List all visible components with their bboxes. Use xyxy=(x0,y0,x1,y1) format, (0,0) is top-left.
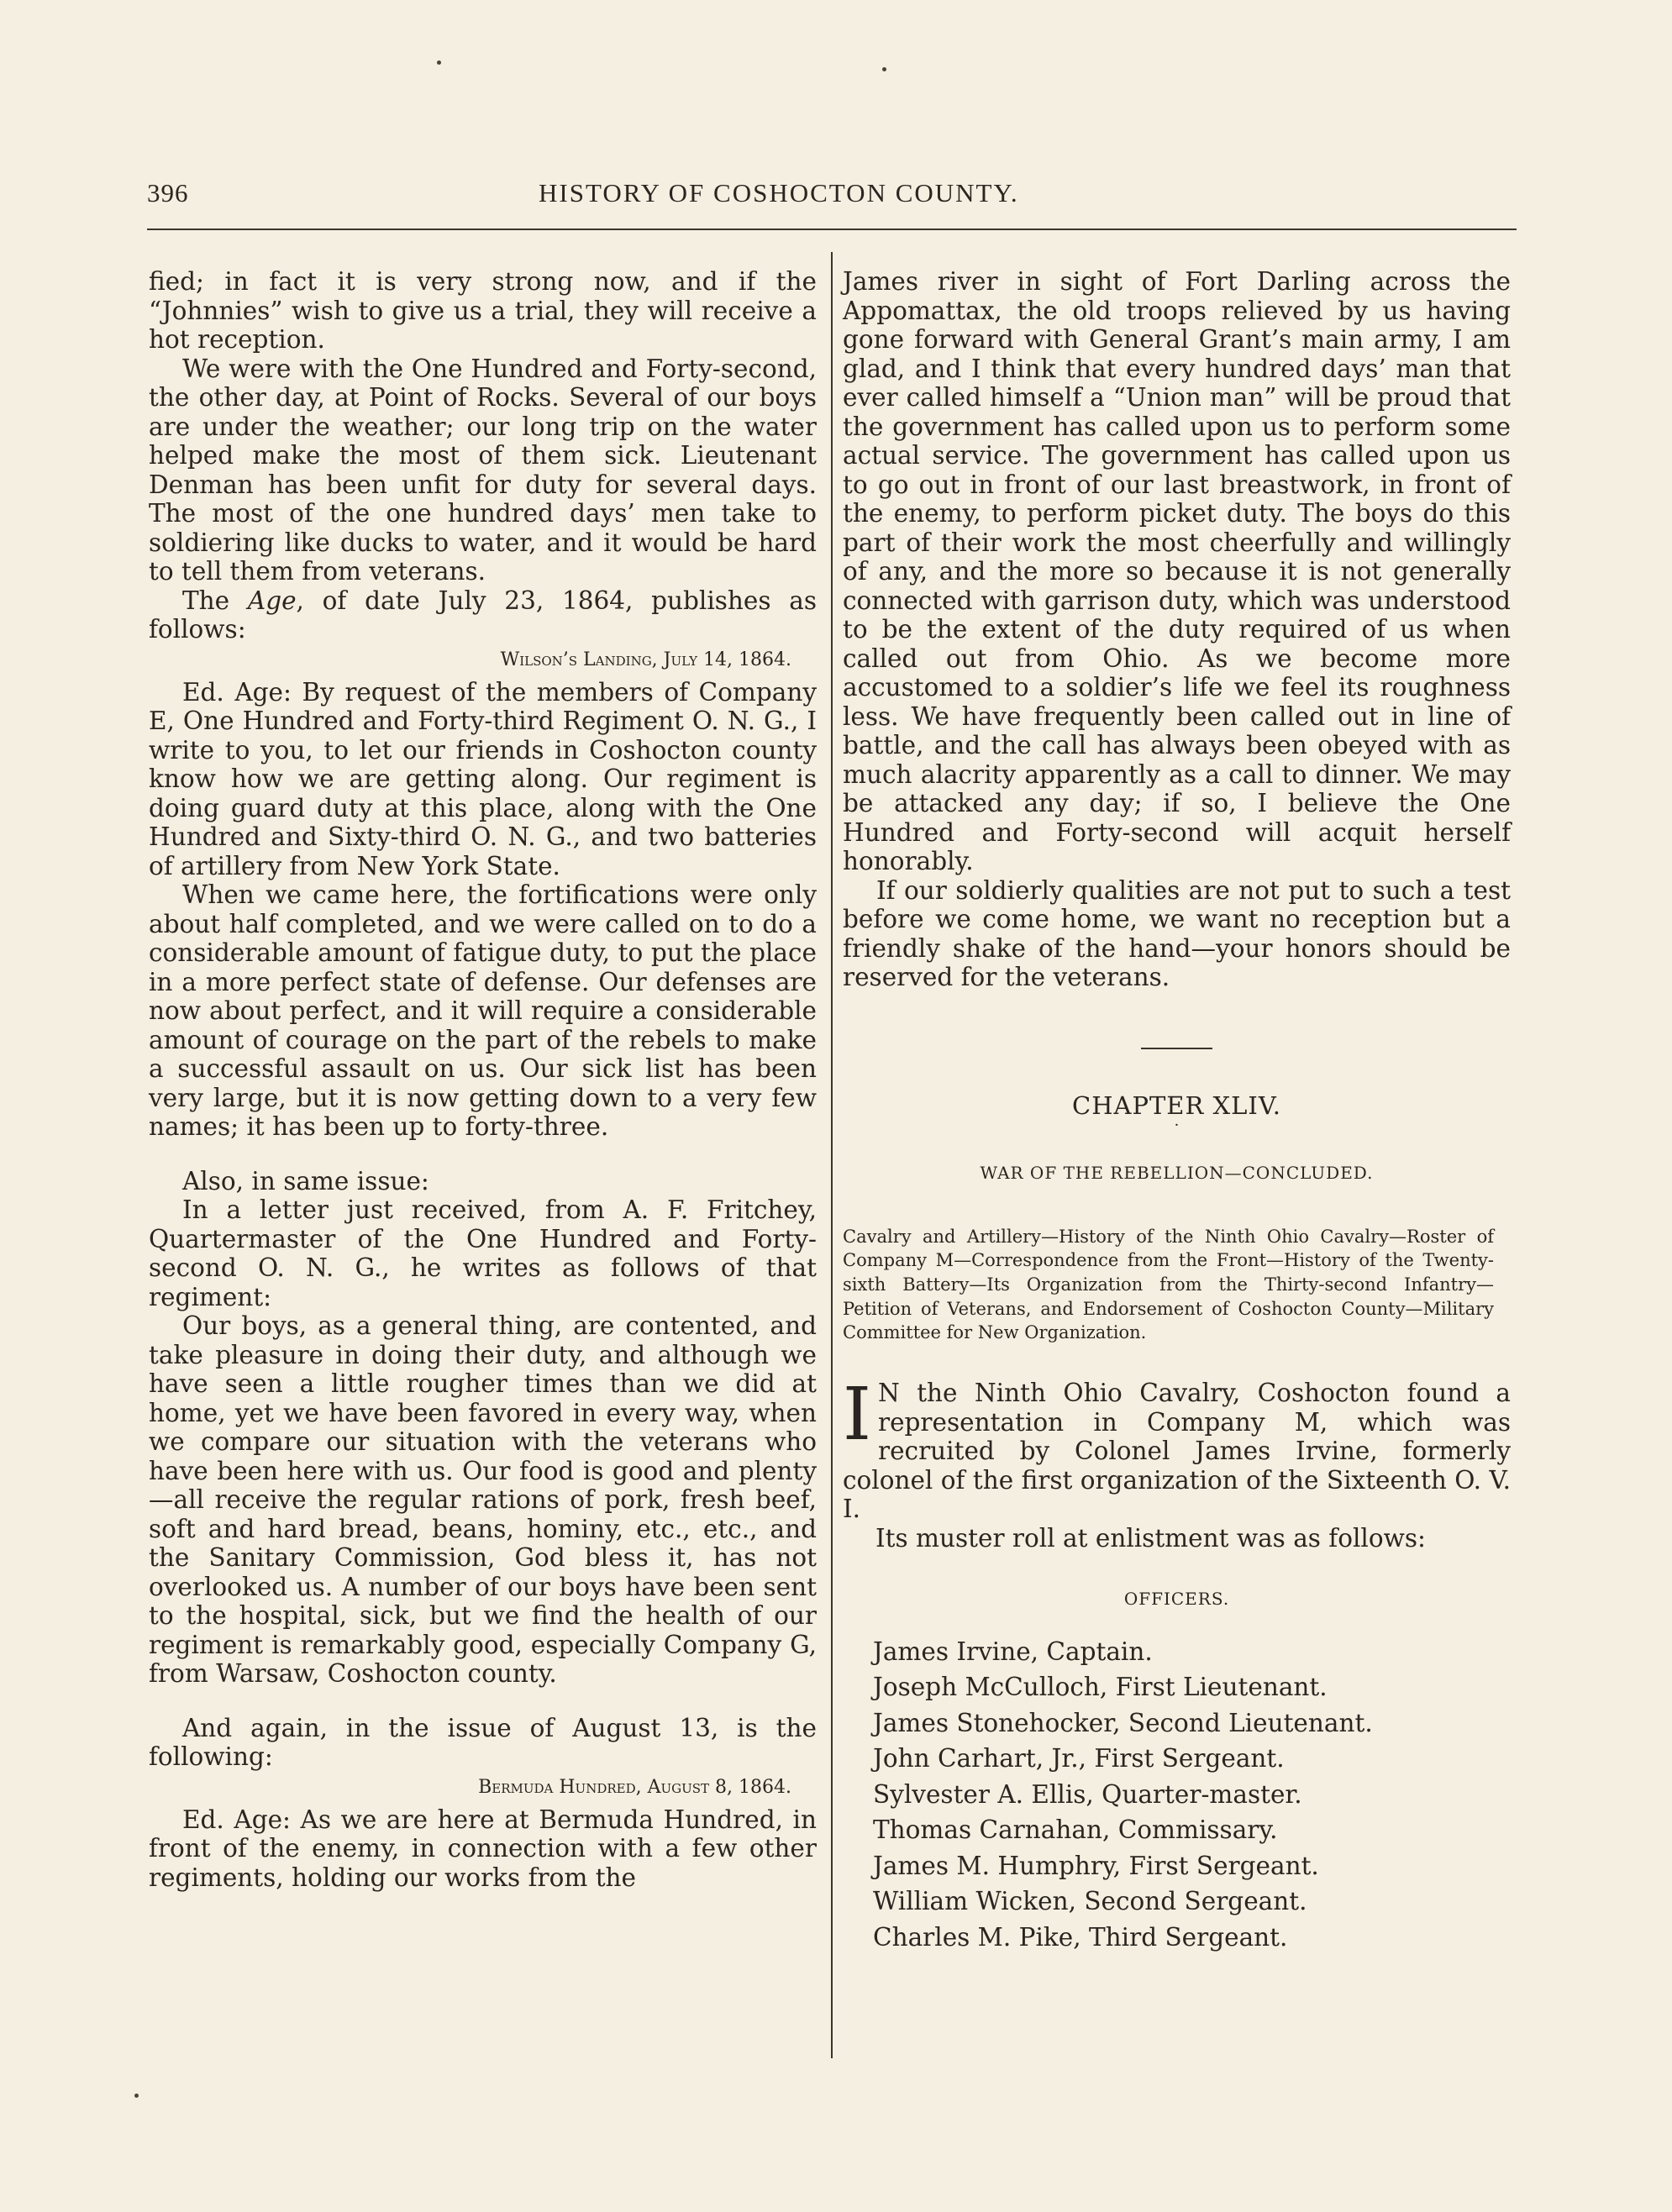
text-run: The xyxy=(182,586,248,615)
left-column xyxy=(149,267,817,1892)
column-divider xyxy=(831,252,833,2058)
drop-cap: I xyxy=(843,1373,871,1458)
section-divider xyxy=(1141,1048,1212,1049)
roster-item: James Stonehocker, Second Lieutenant. xyxy=(873,1708,1373,1737)
dateline: Wilson’s Landing, July 14, 1864. xyxy=(500,649,791,670)
paragraph: Also, in same issue: xyxy=(182,1166,429,1195)
right-column xyxy=(843,267,1511,1955)
opening-text: N the Ninth Ohio Cavalry, Coshocton found a representation in Company M, which was recruited by Colonel James Irvine, formerly colonel of the first organization of the Sixteenth O. V. I. xyxy=(843,1379,1511,1524)
paper-speck xyxy=(437,60,441,65)
paper-speck xyxy=(882,67,886,71)
paragraph: If our soldierly qualities are not put to such a test before we come home, we want no reception but a friendly shake of the hand—your honors should be reserved for the veterans. xyxy=(843,875,1511,991)
letter-paragraph: In a letter just received, from A. F. Fritchey, Quartermaster of the One Hundred and Forty-second O. N. G., he writes as follows of that regiment: xyxy=(149,1195,817,1311)
header-rule xyxy=(147,229,1517,230)
roster-item: John Carhart, Jr., First Sergeant. xyxy=(873,1744,1285,1773)
letter-paragraph: Ed. Age: By request of the members of Company E, One Hundred and Forty-third Regiment O. N. G., I write to you, to let our friends in Coshocton county know how we are getting along. Our regiment is doing guard duty at this place, along with the One Hundred and Sixty-third O. N. G., and two batteries of artillery from New York State. xyxy=(149,677,817,880)
chapter-subtitle: WAR OF THE REBELLION—CONCLUDED. xyxy=(980,1163,1374,1183)
text-run: , of date July 23, 1864, publishes as follows: xyxy=(149,586,818,644)
officers-heading: OFFICERS. xyxy=(1123,1589,1230,1610)
paragraph: James river in sight of Fort Darling across the Appomattax, the old troops relieved by us having gone forward with General Grant’s main army, I am glad, and I think that every hundred days’ man that ever called himself a “Union man” will be proud that the government has called upon us to perform some actual service. The government has called upon us to go out in front of our last breastwork, in front of the enemy, to perform picket duty. The boys do this part of their work the most cheerfully and willingly of any, and the more so because it is not generally connected with garrison duty, which was understood to be the extent of the duty required of us when called out from Ohio. As we become more accustomed to a soldier’s life we feel its roughness less. We have frequently been called out in line of battle, and the call has always been obeyed with as much alacrity apparently as a call to dinner. We may be attacked any day; if so, I believe the One Hundred and Forty-second will acquit herself honorably. xyxy=(843,267,1511,875)
opening-paragraph-end: Its muster roll at enlistment was as follows: xyxy=(875,1523,1426,1553)
dateline: Bermuda Hundred, August 8, 1864. xyxy=(478,1776,791,1798)
letter-paragraph: When we came here, the fortifications were only about half completed, and we were called on to do a considerable amount of fatigue duty, to put the place in a more perfect state of defense. Our defenses are now about perfect, and it will require a considerable amount of courage on the part of the rebels to make a successful assault on us. Our sick list has been very large, but it is now getting down to a very few names; it has been up to forty-three. xyxy=(149,880,817,1141)
paragraph: fied; in fact it is very strong now, and if the “Johnnies” wish to give us a trial, they will receive a hot reception. xyxy=(149,267,817,354)
chapter-title: CHAPTER XLIV. xyxy=(1072,1090,1281,1120)
chapter-synopsis: Cavalry and Artillery—History of the Ninth Ohio Cavalry—Roster of Company M—Correspondence from the Front—History of the Twenty-sixth Battery—Its Organization from the Thirty-second Infantry—Petition of Veterans, and Endorsement of Coshocton County—Military Committee for New Organization. xyxy=(843,1226,1494,1343)
page-header xyxy=(147,178,1517,229)
paragraph xyxy=(149,586,817,644)
roster-item: James M. Humphry, First Sergeant. xyxy=(873,1851,1319,1880)
roster-item: James Irvine, Captain. xyxy=(873,1637,1153,1666)
officers-roster xyxy=(843,1634,1511,1956)
paper-speck xyxy=(134,2094,139,2098)
roster-item: Charles M. Pike, Third Sergeant. xyxy=(873,1922,1288,1952)
opening-paragraph xyxy=(843,1373,1511,1524)
running-title: HISTORY OF COSHOCTON COUNTY. xyxy=(539,178,1019,208)
newspaper-name: Age xyxy=(247,586,297,615)
letter-paragraph: Our boys, as a general thing, are contented, and take pleasure in doing their duty, and although we have seen a little rougher times than we did at home, yet we have been favored in every way, when we compare our situation with the veterans who have been here with us. Our food is good and plenty—all receive the regular rations of pork, fresh beef, soft and hard bread, beans, hominy, etc., etc., and the Sanitary Commission, God bless it, has not overlooked us. A number of our boys have been sent to the hospital, sick, but we find the health of our regiment is remarkably good, especially Company G, from Warsaw, Coshocton county. xyxy=(149,1311,817,1688)
paragraph: And again, in the issue of August 13, is the following: xyxy=(149,1713,817,1771)
letter-paragraph: Ed. Age: As we are here at Bermuda Hundred, in front of the enemy, in connection with a few other regiments, holding our works from the xyxy=(149,1805,817,1892)
roster-item: Thomas Carnahan, Commissary. xyxy=(873,1815,1278,1845)
ornament: · xyxy=(1174,1117,1180,1134)
roster-item: Joseph McCulloch, First Lieutenant. xyxy=(873,1673,1328,1702)
roster-item: Sylvester A. Ellis, Quarter-master. xyxy=(873,1779,1302,1809)
page-number: 396 xyxy=(147,178,189,208)
roster-item: William Wicken, Second Sergeant. xyxy=(873,1887,1307,1916)
paragraph: We were with the One Hundred and Forty-second, the other day, at Point of Rocks. Several of our boys are under the weather; our long trip on the water helped make the most of them sick. Lieutenant Denman has been unfit for duty for several days. The most of the one hundred days’ men take to soldiering like ducks to water, and it would be hard to tell them from veterans. xyxy=(149,354,817,586)
